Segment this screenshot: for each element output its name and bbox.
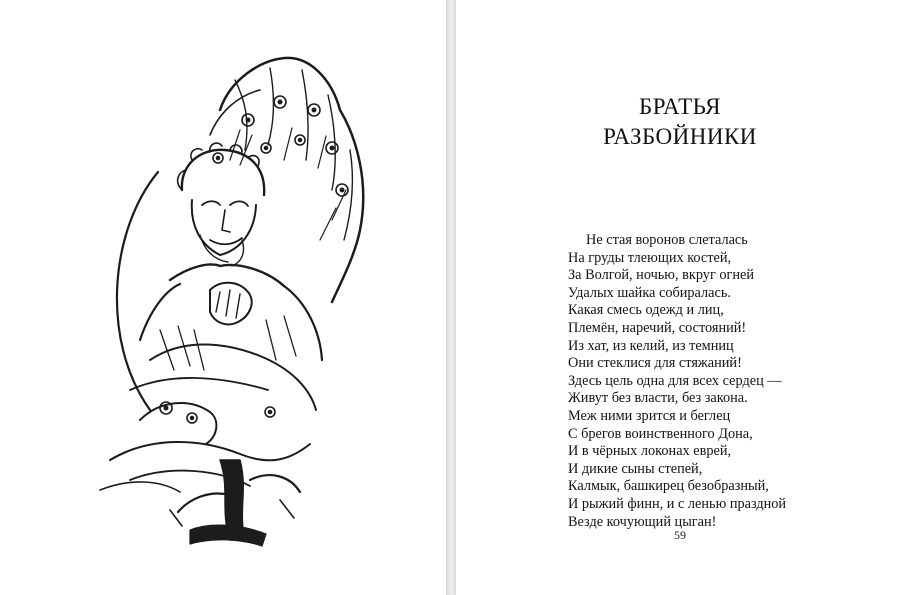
poem-line: И дикие сыны степей, <box>568 460 703 477</box>
left-page <box>0 0 446 595</box>
poem-line: Везде кочующий цыган! <box>568 513 717 530</box>
poem-line: Здесь цель одна для всех сердец — <box>568 372 782 389</box>
poem-line: Из хат, из келий, из темниц <box>568 337 734 354</box>
poem-line: На груды тлеющих костей, <box>568 249 732 266</box>
poem-line: Не стая воронов слеталась <box>586 232 748 248</box>
right-page <box>456 0 904 595</box>
poem-title-line: БРАТЬЯ <box>638 94 722 119</box>
poem-line: Живут без власти, без закона. <box>568 390 748 407</box>
poem-title <box>456 92 904 152</box>
poem-line: Удалых шайка собиралась. <box>568 284 731 301</box>
poem-line: Меж ними зрится и беглец <box>568 407 731 424</box>
poem-line: И в чёрных локонах еврей, <box>568 443 732 460</box>
page-number: 59 <box>674 528 686 542</box>
poem-line: Племён, наречий, состояний! <box>568 319 747 336</box>
poem-line: Калмык, башкирец безобразный, <box>568 478 769 495</box>
book-gutter <box>446 0 456 595</box>
poem-line: С брегов воинственного Дона, <box>568 425 753 442</box>
poem-line: Какая смесь одежд и лиц, <box>568 302 724 319</box>
poem-line: И рыжий финн, и с ленью праздной <box>568 495 787 512</box>
poem-text <box>568 232 786 531</box>
poem-line: Они стеклися для стяжаний! <box>568 355 742 372</box>
ink-illustration-icon <box>70 40 390 560</box>
poem-title-line: РАЗБОЙНИКИ <box>603 124 757 149</box>
poem-line: За Волгой, ночью, вкруг огней <box>568 267 755 284</box>
